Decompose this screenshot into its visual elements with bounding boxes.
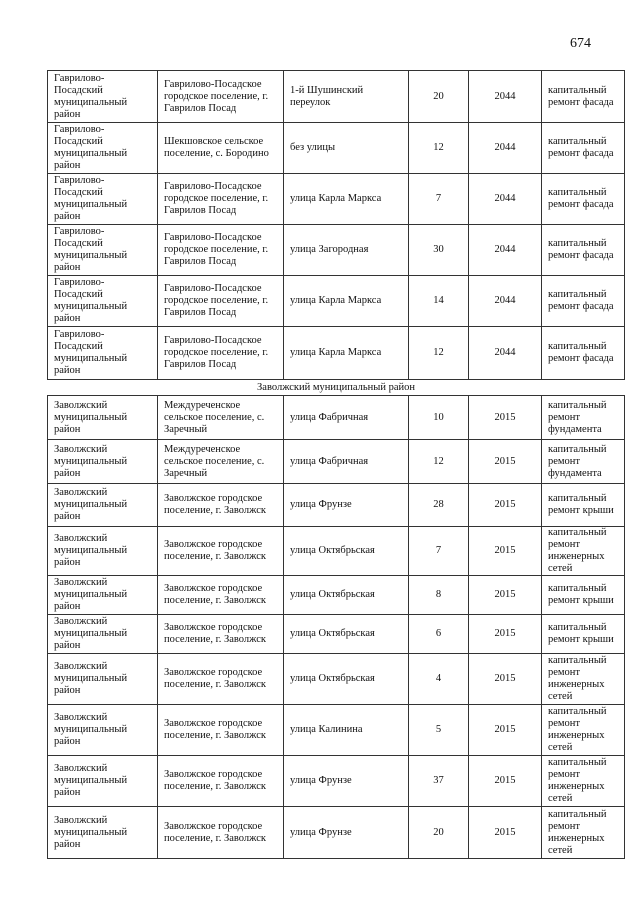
cell-street: улица Фрунзе — [284, 484, 409, 527]
cell-settlement: Заволжское городское поселение, г. Заволжск — [158, 654, 284, 705]
cell-year: 2015 — [469, 705, 542, 756]
cell-work: капитальный ремонт крыши — [542, 576, 625, 615]
cell-year: 2015 — [469, 615, 542, 654]
table-row — [48, 484, 625, 527]
cell-year: 2044 — [469, 276, 542, 327]
cell-year: 2015 — [469, 396, 542, 440]
cell-house: 12 — [409, 123, 469, 174]
cell-year: 2015 — [469, 807, 542, 859]
table-row — [48, 440, 625, 484]
cell-house: 12 — [409, 440, 469, 484]
table-row — [48, 71, 625, 123]
table-row — [48, 807, 625, 859]
cell-settlement: Гаврилово-Посадское городское поселение, г. Гаврилов Посад — [158, 71, 284, 123]
cell-work: капитальный ремонт фасада — [542, 71, 625, 123]
cell-street: улица Карла Маркса — [284, 174, 409, 225]
cell-district: Заволжский муниципальный район — [48, 807, 158, 859]
cell-work: капитальный ремонт фасада — [542, 327, 625, 380]
cell-street: улица Октябрьская — [284, 615, 409, 654]
cell-street: улица Фабричная — [284, 396, 409, 440]
cell-district: Гаврилово-Посадский муниципальный район — [48, 327, 158, 380]
table-row — [48, 705, 625, 756]
cell-house: 6 — [409, 615, 469, 654]
cell-street: улица Карла Маркса — [284, 276, 409, 327]
cell-district: Заволжский муниципальный район — [48, 396, 158, 440]
cell-year: 2015 — [469, 440, 542, 484]
cell-house: 8 — [409, 576, 469, 615]
cell-street: улица Загородная — [284, 225, 409, 276]
cell-house: 20 — [409, 71, 469, 123]
cell-settlement: Заволжское городское поселение, г. Заволжск — [158, 527, 284, 576]
cell-work: капитальный ремонт крыши — [542, 615, 625, 654]
cell-year: 2015 — [469, 576, 542, 615]
table-row — [48, 327, 625, 380]
cell-house: 28 — [409, 484, 469, 527]
page-number: 674 — [570, 36, 591, 51]
cell-settlement: Гаврилово-Посадское городское поселение, г. Гаврилов Посад — [158, 276, 284, 327]
cell-district: Заволжский муниципальный район — [48, 654, 158, 705]
cell-street: без улицы — [284, 123, 409, 174]
table-row — [48, 396, 625, 440]
cell-district: Заволжский муниципальный район — [48, 756, 158, 807]
cell-work: капитальный ремонт инженерных сетей — [542, 756, 625, 807]
table-row — [48, 527, 625, 576]
cell-work: капитальный ремонт инженерных сетей — [542, 705, 625, 756]
section-header-row — [48, 380, 625, 396]
table-row — [48, 576, 625, 615]
cell-work: капитальный ремонт крыши — [542, 484, 625, 527]
cell-settlement: Междуреченское сельское поселение, с. Заречный — [158, 396, 284, 440]
cell-street: 1-й Шушинский переулок — [284, 71, 409, 123]
cell-year: 2015 — [469, 654, 542, 705]
cell-settlement: Заволжское городское поселение, г. Заволжск — [158, 756, 284, 807]
cell-settlement: Гаврилово-Посадское городское поселение, г. Гаврилов Посад — [158, 225, 284, 276]
cell-work: капитальный ремонт фасада — [542, 276, 625, 327]
cell-work: капитальный ремонт инженерных сетей — [542, 807, 625, 859]
cell-house: 37 — [409, 756, 469, 807]
cell-house: 14 — [409, 276, 469, 327]
cell-year: 2015 — [469, 484, 542, 527]
cell-year: 2044 — [469, 327, 542, 380]
cell-year: 2015 — [469, 756, 542, 807]
cell-street: улица Октябрьская — [284, 654, 409, 705]
cell-year: 2044 — [469, 71, 542, 123]
cell-house: 12 — [409, 327, 469, 380]
table-row — [48, 123, 625, 174]
cell-work: капитальный ремонт фасада — [542, 174, 625, 225]
cell-district: Заволжский муниципальный район — [48, 440, 158, 484]
cell-settlement: Гаврилово-Посадское городское поселение, г. Гаврилов Посад — [158, 174, 284, 225]
cell-settlement: Заволжское городское поселение, г. Заволжск — [158, 705, 284, 756]
cell-settlement: Гаврилово-Посадское городское поселение, г. Гаврилов Посад — [158, 327, 284, 380]
cell-house: 10 — [409, 396, 469, 440]
section-title: Заволжский муниципальный район — [257, 381, 415, 393]
cell-district: Гаврилово-Посадский муниципальный район — [48, 123, 158, 174]
cell-work: капитальный ремонт инженерных сетей — [542, 527, 625, 576]
cell-district: Гаврилово-Посадский муниципальный район — [48, 225, 158, 276]
cell-street: улица Фрунзе — [284, 756, 409, 807]
cell-settlement: Заволжское городское поселение, г. Заволжск — [158, 576, 284, 615]
table-row — [48, 174, 625, 225]
cell-house: 20 — [409, 807, 469, 859]
cell-year: 2015 — [469, 527, 542, 576]
cell-house: 4 — [409, 654, 469, 705]
cell-district: Заволжский муниципальный район — [48, 576, 158, 615]
cell-settlement: Шекшовское сельское поселение, с. Бородино — [158, 123, 284, 174]
table-row — [48, 756, 625, 807]
cell-year: 2044 — [469, 225, 542, 276]
cell-district: Заволжский муниципальный район — [48, 527, 158, 576]
cell-work: капитальный ремонт фасада — [542, 123, 625, 174]
table-row — [48, 225, 625, 276]
cell-street: улица Фабричная — [284, 440, 409, 484]
cell-street: улица Октябрьская — [284, 576, 409, 615]
cell-district: Гаврилово-Посадский муниципальный район — [48, 174, 158, 225]
cell-district: Гаврилово-Посадский муниципальный район — [48, 276, 158, 327]
table-row — [48, 615, 625, 654]
cell-district: Гаврилово-Посадский муниципальный район — [48, 71, 158, 123]
cell-district: Заволжский муниципальный район — [48, 615, 158, 654]
cell-work: капитальный ремонт фундамента — [542, 396, 625, 440]
housing-repair-table — [47, 70, 625, 859]
cell-district: Заволжский муниципальный район — [48, 705, 158, 756]
cell-work: капитальный ремонт фасада — [542, 225, 625, 276]
cell-year: 2044 — [469, 123, 542, 174]
cell-house: 5 — [409, 705, 469, 756]
cell-settlement: Заволжское городское поселение, г. Заволжск — [158, 615, 284, 654]
cell-settlement: Междуреченское сельское поселение, с. Заречный — [158, 440, 284, 484]
cell-district: Заволжский муниципальный район — [48, 484, 158, 527]
cell-house: 7 — [409, 174, 469, 225]
cell-year: 2044 — [469, 174, 542, 225]
cell-work: капитальный ремонт фундамента — [542, 440, 625, 484]
cell-house: 7 — [409, 527, 469, 576]
table-row — [48, 654, 625, 705]
cell-house: 30 — [409, 225, 469, 276]
table-row — [48, 276, 625, 327]
cell-street: улица Октябрьская — [284, 527, 409, 576]
cell-street: улица Карла Маркса — [284, 327, 409, 380]
cell-settlement: Заволжское городское поселение, г. Заволжск — [158, 484, 284, 527]
cell-street: улица Калинина — [284, 705, 409, 756]
cell-street: улица Фрунзе — [284, 807, 409, 859]
cell-work: капитальный ремонт инженерных сетей — [542, 654, 625, 705]
cell-settlement: Заволжское городское поселение, г. Заволжск — [158, 807, 284, 859]
